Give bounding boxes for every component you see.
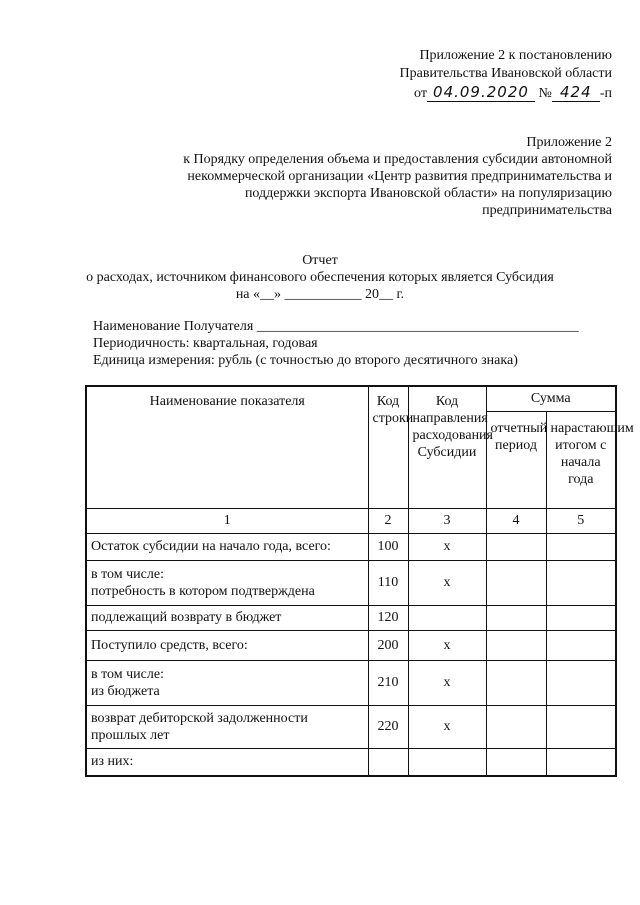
row-name: в том числе: из бюджета xyxy=(86,660,368,705)
report-subtitle: о расходах, источником финансового обеспечения которых является Субсидия xyxy=(86,270,554,285)
annex2-line-3: поддержки экспорта Ивановской области» на популяризацию xyxy=(244,186,612,201)
row-cumulative[interactable] xyxy=(546,748,616,776)
annex2-line-2: некоммерческой организации «Центр развития предпринимательства и xyxy=(187,169,612,184)
row-period[interactable] xyxy=(486,748,546,776)
from-prefix: от xyxy=(414,86,427,101)
handwritten-number: 424 xyxy=(552,83,600,102)
number-sign: № xyxy=(538,86,552,101)
header-code-row: Код строки xyxy=(368,386,408,508)
column-number-row xyxy=(86,508,616,533)
table-row xyxy=(86,533,616,560)
row-dir xyxy=(408,748,486,776)
row-cumulative[interactable] xyxy=(546,560,616,605)
row-name: Остаток субсидии на начало года, всего: xyxy=(86,533,368,560)
row-dir xyxy=(408,605,486,630)
annex2-line-1: к Порядку определения объема и предоставления субсидии автономной xyxy=(183,152,612,167)
row-cumulative[interactable] xyxy=(546,660,616,705)
row-cumulative[interactable] xyxy=(546,533,616,560)
row-code: 200 xyxy=(368,630,408,660)
row-dir: х xyxy=(408,560,486,605)
row-dir: х xyxy=(408,533,486,560)
row-period[interactable] xyxy=(486,605,546,630)
row-code xyxy=(368,748,408,776)
row-cumulative[interactable] xyxy=(546,605,616,630)
row-code: 210 xyxy=(368,660,408,705)
row-period[interactable] xyxy=(486,630,546,660)
header-cumulative: нарастающим итогом с начала года xyxy=(546,411,616,508)
table-row xyxy=(86,560,616,605)
table-row xyxy=(86,660,616,705)
handwritten-date: 04.09.2020 xyxy=(427,83,535,102)
col-number: 3 xyxy=(408,508,486,533)
header-code-dir: Код направления расходования Субсидии xyxy=(408,386,486,508)
col-number: 1 xyxy=(86,508,368,533)
row-period[interactable] xyxy=(486,660,546,705)
annex2-line-4: предпринимательства xyxy=(482,203,612,218)
row-name: в том числе: потребность в котором подтверждена xyxy=(86,560,368,605)
header-name: Наименование показателя xyxy=(86,386,368,508)
unit-line: Единица измерения: рубль (с точностью до второго десятичного знака) xyxy=(93,353,518,368)
row-name: возврат дебиторской задолженности прошлых лет xyxy=(86,705,368,748)
row-code: 110 xyxy=(368,560,408,605)
periodicity-line: Периодичность: квартальная, годовая xyxy=(93,336,318,351)
annex-line-1: Приложение 2 к постановлению xyxy=(419,48,612,63)
col-number: 2 xyxy=(368,508,408,533)
report-date-line: на «__» ___________ 20__ г. xyxy=(235,287,405,302)
report-table xyxy=(85,385,634,777)
annex-line-2: Правительства Ивановской области xyxy=(399,66,612,81)
row-name: Поступило средств, всего: xyxy=(86,630,368,660)
col-number: 4 xyxy=(486,508,546,533)
row-period[interactable] xyxy=(486,533,546,560)
row-code: 220 xyxy=(368,705,408,748)
row-code: 100 xyxy=(368,533,408,560)
header-period: отчетный период xyxy=(486,411,546,508)
recipient-line: Наименование Получателя ______________________________________________ xyxy=(93,319,579,334)
report-title: Отчет xyxy=(302,253,338,268)
row-cumulative[interactable] xyxy=(546,630,616,660)
table-row xyxy=(86,630,616,660)
annex2-title: Приложение 2 xyxy=(526,135,612,150)
row-dir: х xyxy=(408,705,486,748)
annex-date-number xyxy=(414,83,612,103)
row-dir: х xyxy=(408,630,486,660)
table-row xyxy=(86,705,616,748)
row-period[interactable] xyxy=(486,560,546,605)
row-dir: х xyxy=(408,660,486,705)
row-code: 120 xyxy=(368,605,408,630)
row-name: из них: xyxy=(86,748,368,776)
table-row xyxy=(86,748,616,776)
row-name: подлежащий возврату в бюджет xyxy=(86,605,368,630)
table-row xyxy=(86,605,616,630)
row-cumulative[interactable] xyxy=(546,705,616,748)
row-period[interactable] xyxy=(486,705,546,748)
col-number: 5 xyxy=(546,508,616,533)
number-suffix: -п xyxy=(599,86,612,101)
header-sum: Сумма xyxy=(486,386,616,411)
